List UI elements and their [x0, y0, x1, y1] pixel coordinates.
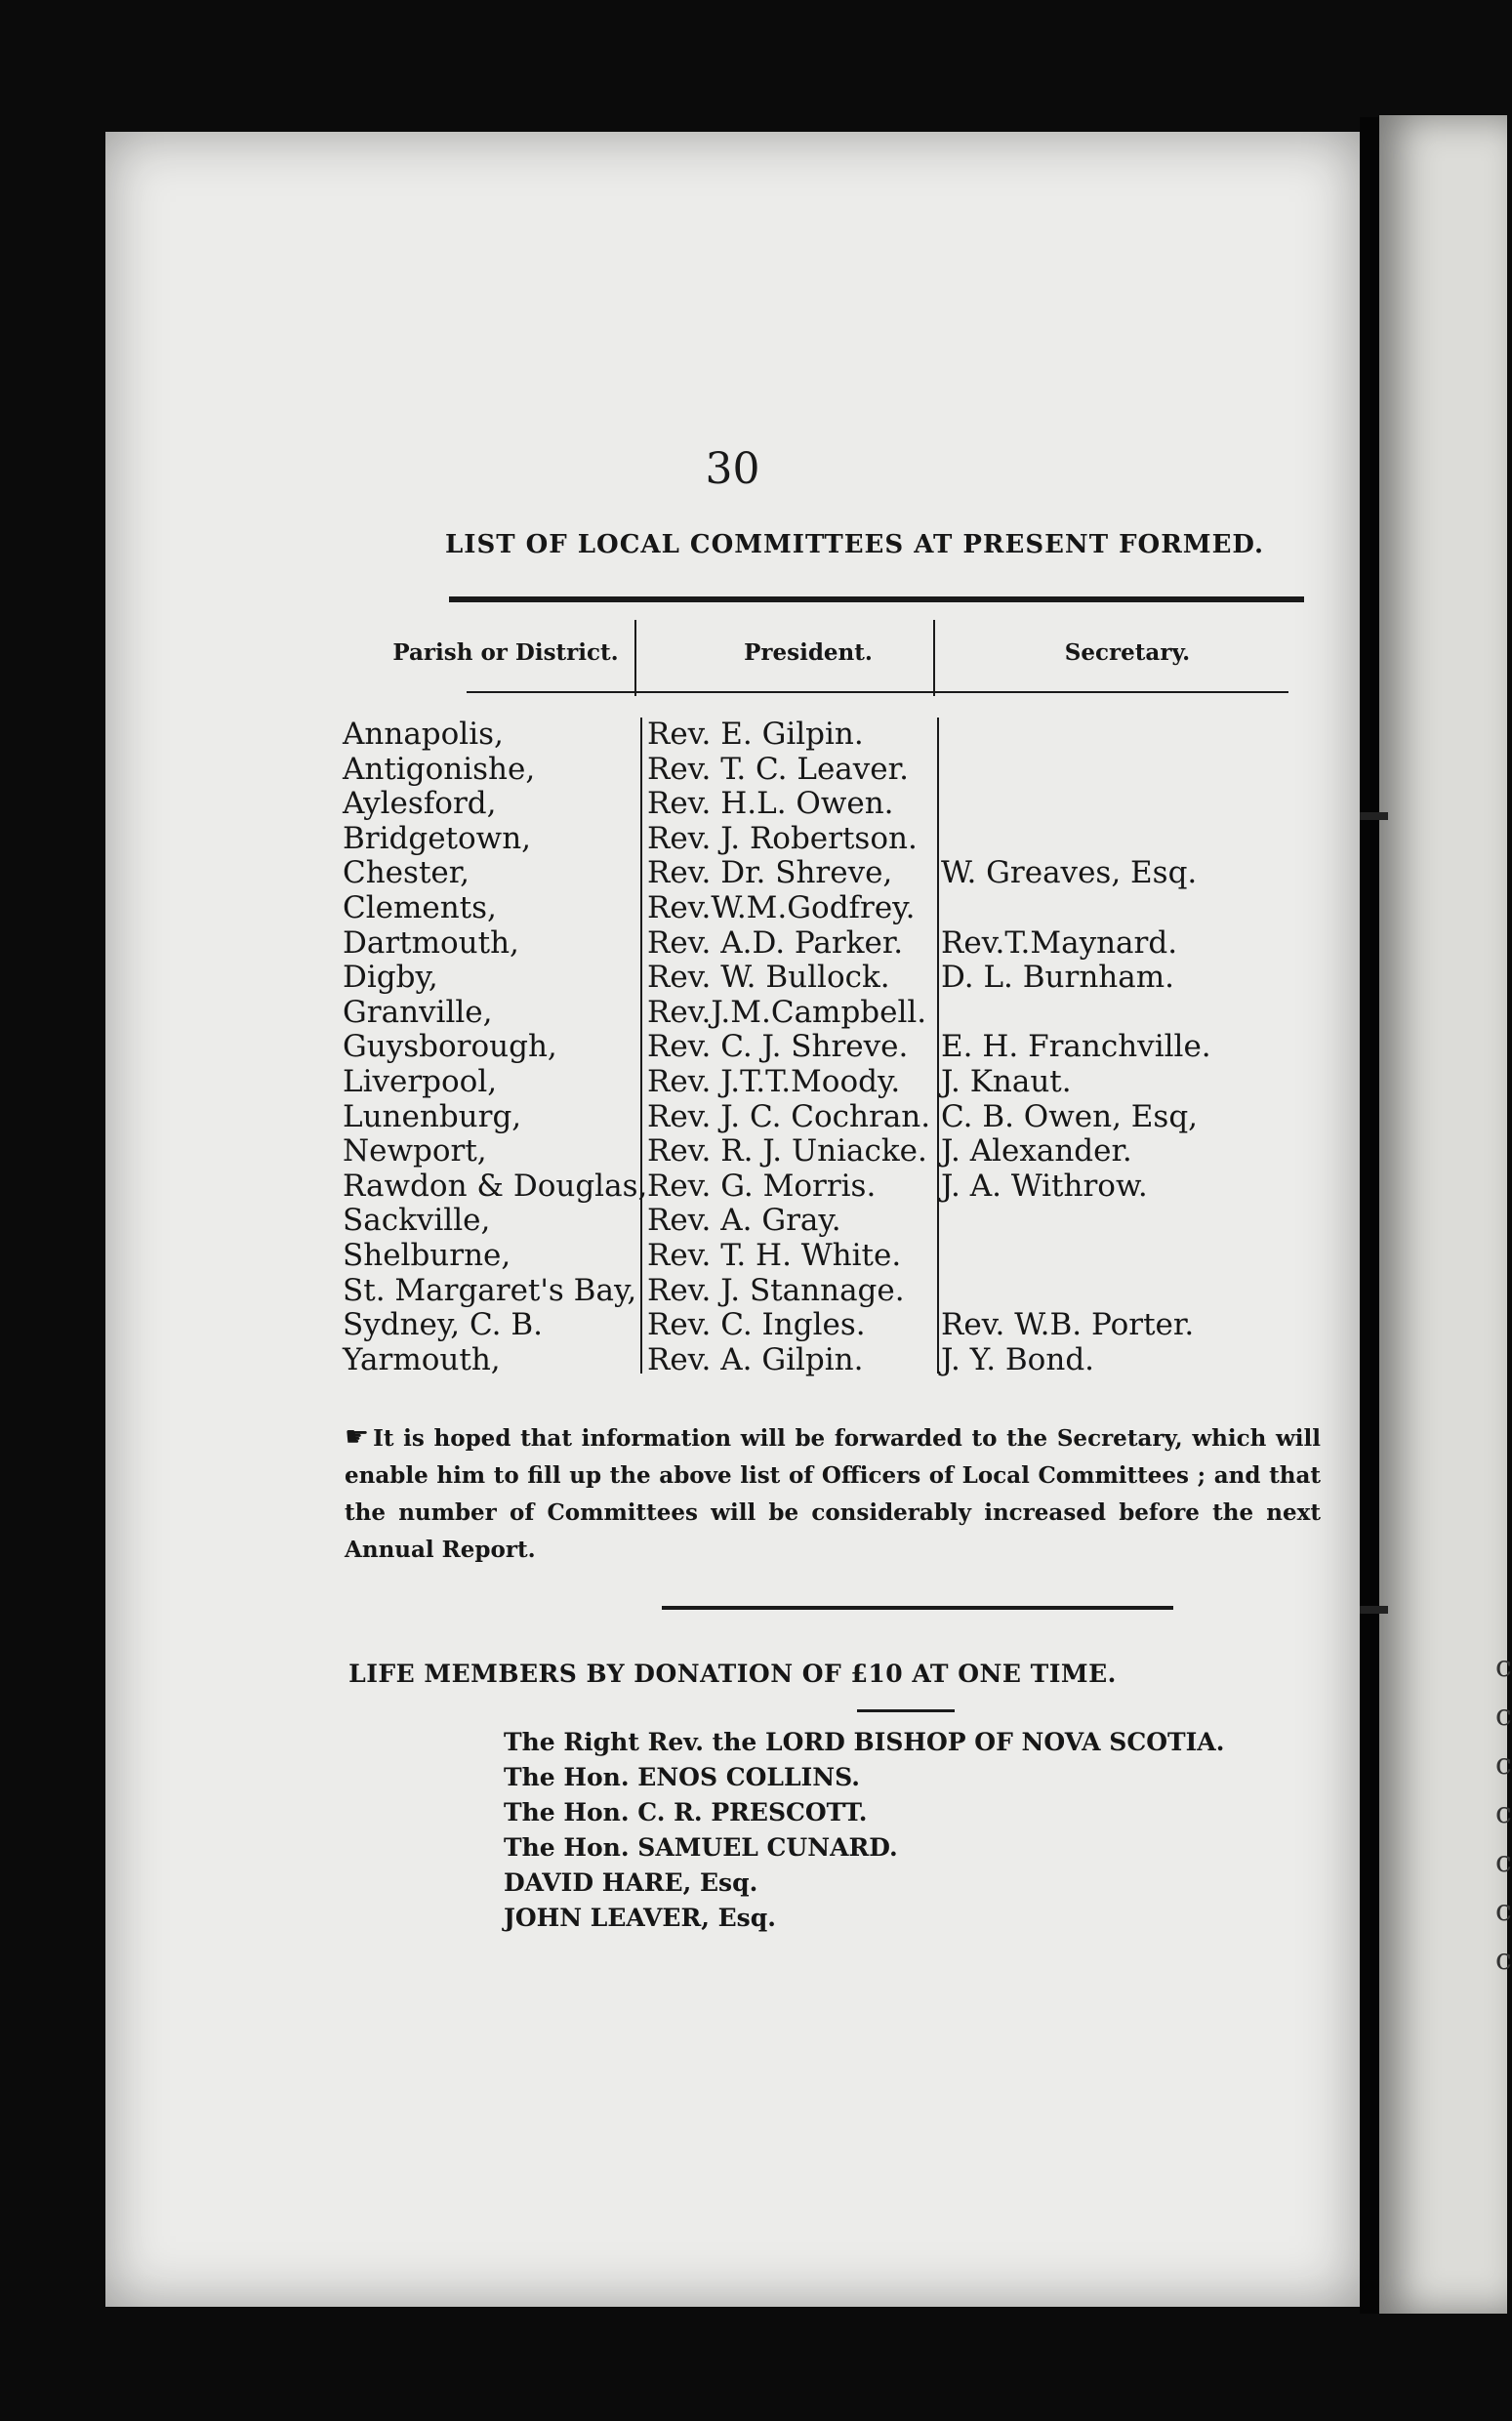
facing-page-letter: c — [1495, 1747, 1512, 1782]
parish-cell: Dartmouth, — [343, 924, 519, 961]
committees-table — [105, 718, 1360, 1377]
parish-cell: Bridgetown, — [343, 820, 532, 856]
facing-page-letter: c — [1495, 1796, 1512, 1830]
facing-page-letter: c — [1495, 1943, 1512, 1977]
table-row — [105, 856, 1360, 891]
table-row — [105, 1134, 1360, 1169]
page-number: 30 — [705, 444, 760, 494]
life-member: The Hon. C. R. PRESCOTT. — [504, 1798, 868, 1826]
pointing-hand-icon: ☛ — [345, 1420, 370, 1453]
title-rule — [449, 596, 1304, 602]
table-row — [105, 1030, 1360, 1065]
table-row — [105, 822, 1360, 857]
president-cell: Rev. J.T.T.Moody. — [647, 1063, 901, 1099]
parish-cell: Antigonishe, — [343, 751, 536, 787]
president-cell: Rev. E. Gilpin. — [647, 717, 864, 752]
header-rule — [467, 691, 1288, 693]
note-paragraph — [345, 1418, 1321, 1569]
parish-cell: Liverpool, — [343, 1063, 498, 1099]
president-cell: Rev. C. Ingles. — [647, 1307, 866, 1343]
header-president: President. — [744, 639, 873, 666]
facing-page-edge — [1379, 115, 1512, 2314]
table-row — [105, 996, 1360, 1031]
president-cell: Rev. R. J. Uniacke. — [647, 1133, 927, 1169]
president-cell: Rev. W. Bullock. — [647, 960, 890, 996]
short-rule — [857, 1709, 955, 1712]
president-cell: Rev. J. Robertson. — [647, 820, 918, 856]
president-cell: Rev. A. Gilpin. — [647, 1341, 864, 1377]
parish-cell: Clements, — [343, 889, 497, 925]
president-cell: Rev. J. C. Cochran. — [647, 1098, 931, 1134]
secretary-cell: J. A. Withrow. — [941, 1168, 1148, 1204]
table-row — [105, 1239, 1360, 1274]
secretary-cell: J. Knaut. — [941, 1063, 1072, 1099]
parish-cell: Sackville, — [343, 1203, 491, 1239]
header-secretary: Secretary. — [1064, 639, 1191, 666]
table-row — [105, 1169, 1360, 1205]
president-cell: Rev. Dr. Shreve, — [647, 855, 893, 891]
life-member: DAVID HARE, Esq. — [504, 1868, 758, 1897]
secretary-cell: C. B. Owen, Esq, — [941, 1098, 1199, 1134]
president-cell: Rev.W.M.Godfrey. — [647, 889, 916, 925]
facing-page-letter: c — [1495, 1894, 1512, 1928]
president-cell: Rev. A.D. Parker. — [647, 924, 904, 961]
table-row — [105, 1308, 1360, 1343]
table-row — [105, 787, 1360, 822]
table-row — [105, 753, 1360, 788]
president-cell: Rev. C. J. Shreve. — [647, 1029, 909, 1065]
note-text: It is hoped that information will be forwarded to the Secretary, which will enable him to fill up the above list of Officers of Local Committees ; and that the number of Committees will be considerably increased before the next Annual Report. — [345, 1425, 1321, 1563]
life-member: The Hon. SAMUEL CUNARD. — [504, 1833, 898, 1862]
parish-cell: Chester, — [343, 855, 470, 891]
secretary-cell: J. Alexander. — [941, 1133, 1132, 1169]
table-row — [105, 1204, 1360, 1239]
table-row — [105, 1065, 1360, 1100]
table-row — [105, 961, 1360, 996]
parish-cell: Yarmouth, — [343, 1341, 501, 1377]
president-cell: Rev. T. C. Leaver. — [647, 751, 909, 787]
table-row — [105, 718, 1360, 753]
parish-cell: Granville, — [343, 994, 493, 1030]
president-cell: Rev.J.M.Campbell. — [647, 994, 927, 1030]
parish-cell: Rawdon & Douglas, — [343, 1168, 648, 1204]
parish-cell: Shelburne, — [343, 1237, 511, 1273]
secretary-cell: E. H. Franchville. — [941, 1029, 1211, 1065]
header-column-divider — [933, 620, 935, 696]
section-rule — [662, 1606, 1173, 1610]
header-column-divider — [634, 620, 636, 696]
president-cell: Rev. G. Morris. — [647, 1168, 877, 1204]
president-cell: Rev. J. Stannage. — [647, 1272, 905, 1308]
facing-page-letter: c — [1495, 1845, 1512, 1879]
header-parish: Parish or District. — [392, 639, 619, 666]
president-cell: Rev. T. H. White. — [647, 1237, 902, 1273]
parish-cell: Newport, — [343, 1133, 487, 1169]
life-member: The Hon. ENOS COLLINS. — [504, 1763, 860, 1791]
parish-cell: Lunenburg, — [343, 1098, 522, 1134]
secretary-cell: Rev. W.B. Porter. — [941, 1307, 1195, 1343]
facing-page-letter: c — [1495, 1650, 1512, 1684]
book-spine — [1360, 117, 1379, 2314]
life-member: The Right Rev. the LORD BISHOP OF NOVA SCOTIA. — [504, 1728, 1225, 1756]
parish-cell: Sydney, C. B. — [343, 1307, 543, 1343]
table-row — [105, 1343, 1360, 1378]
table-row — [105, 1274, 1360, 1309]
table-row — [105, 1100, 1360, 1135]
president-cell: Rev. A. Gray. — [647, 1203, 841, 1239]
life-member: JOHN LEAVER, Esq. — [504, 1904, 776, 1932]
table-row — [105, 926, 1360, 962]
life-members-list — [504, 1725, 1224, 1936]
document-page — [105, 132, 1360, 2307]
parish-cell: Guysborough, — [343, 1029, 557, 1065]
committees-title: LIST OF LOCAL COMMITTEES AT PRESENT FORMED. — [445, 530, 1265, 559]
parish-cell: Aylesford, — [343, 786, 497, 822]
president-cell: Rev. H.L. Owen. — [647, 786, 894, 822]
parish-cell: Digby, — [343, 960, 438, 996]
life-members-title: LIFE MEMBERS BY DONATION OF £10 AT ONE TIME. — [348, 1660, 1117, 1688]
secretary-cell: D. L. Burnham. — [941, 960, 1174, 996]
secretary-cell: Rev.T.Maynard. — [941, 924, 1178, 961]
secretary-cell: W. Greaves, Esq. — [941, 855, 1198, 891]
secretary-cell: J. Y. Bond. — [941, 1341, 1095, 1377]
facing-page-letter: c — [1495, 1699, 1512, 1733]
parish-cell: St. Margaret's Bay, — [343, 1272, 637, 1308]
table-row — [105, 891, 1360, 926]
parish-cell: Annapolis, — [343, 717, 504, 752]
